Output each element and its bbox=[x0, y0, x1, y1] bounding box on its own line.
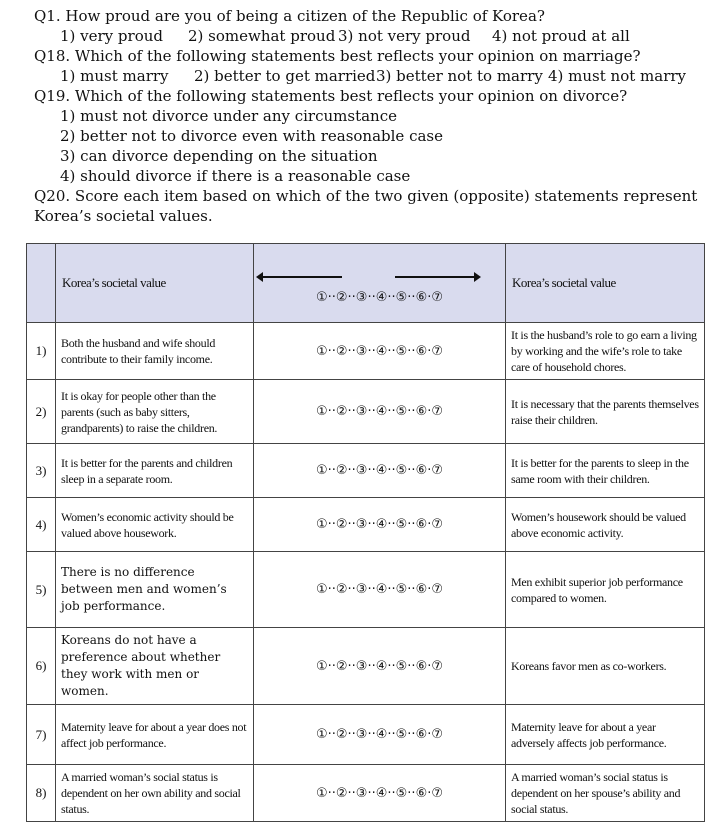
rating-scale[interactable]: ①··②··③··④··⑤··⑥·⑦ bbox=[254, 552, 506, 628]
q18-text: Q18. Which of the following statements best reflects your opinion on marriage? bbox=[34, 47, 641, 65]
left-header: Korea’s societal value bbox=[56, 244, 254, 323]
q18-option-4: 4) must not marry bbox=[548, 67, 687, 85]
q19-option-1: 1) must not divorce under any circumstance bbox=[60, 107, 397, 125]
table-header-row bbox=[27, 244, 705, 323]
table-row bbox=[27, 765, 705, 822]
questionnaire bbox=[34, 6, 697, 226]
header-scale-cell bbox=[254, 244, 506, 323]
right-statement: It is better for the parents to sleep in the same room with their children. bbox=[506, 444, 705, 498]
left-statement: Koreans do not have a preference about whether they work with men or women. bbox=[56, 628, 254, 705]
row-number: 5) bbox=[27, 552, 56, 628]
table-row bbox=[27, 380, 705, 444]
q1-options bbox=[34, 26, 697, 46]
q19-option-2: 2) better not to divorce even with reasonable case bbox=[60, 127, 443, 145]
right-statement: It is necessary that the parents themselves raise their children. bbox=[506, 380, 705, 444]
arrow-right-icon bbox=[395, 276, 475, 278]
left-statement: Both the husband and wife should contribute to their family income. bbox=[56, 323, 254, 380]
left-statement: Maternity leave for about a year does not affect job performance. bbox=[56, 705, 254, 765]
row-number: 7) bbox=[27, 705, 56, 765]
q1-option-2: 2) somewhat proud bbox=[188, 27, 336, 45]
q18-option-2: 2) better to get married bbox=[194, 67, 376, 85]
q1-option-1: 1) very proud bbox=[60, 27, 163, 45]
q18-option-3: 3) better not to marry bbox=[376, 67, 543, 85]
q20-text-line2: Korea’s societal values. bbox=[34, 207, 213, 225]
rating-scale[interactable]: ①··②··③··④··⑤··⑥·⑦ bbox=[254, 323, 506, 380]
table-row bbox=[27, 323, 705, 380]
q1-option-4: 4) not proud at all bbox=[492, 27, 630, 45]
rating-scale[interactable]: ①··②··③··④··⑤··⑥·⑦ bbox=[254, 444, 506, 498]
q20-text-line1: Q20. Score each item based on which of the two given (opposite) statements represent bbox=[34, 187, 698, 205]
table-row bbox=[27, 444, 705, 498]
rating-scale[interactable]: ①··②··③··④··⑤··⑥·⑦ bbox=[254, 628, 506, 705]
q19-option-4: 4) should divorce if there is a reasonable case bbox=[60, 167, 411, 185]
direction-arrows bbox=[254, 276, 505, 278]
row-number: 3) bbox=[27, 444, 56, 498]
right-statement: Men exhibit superior job performance compared to women. bbox=[506, 552, 705, 628]
q19-text: Q19. Which of the following statements best reflects your opinion on divorce? bbox=[34, 87, 628, 105]
q19-option-3: 3) can divorce depending on the situation bbox=[60, 147, 378, 165]
table-row bbox=[27, 498, 705, 552]
rating-scale[interactable]: ①··②··③··④··⑤··⑥·⑦ bbox=[254, 765, 506, 822]
right-statement: It is the husband’s role to go earn a living by working and the wife’s role to take care of household chores. bbox=[506, 323, 705, 380]
table-row bbox=[27, 552, 705, 628]
left-statement: There is no difference between men and women’s job performance. bbox=[56, 552, 254, 628]
q18-option-1: 1) must marry bbox=[60, 67, 169, 85]
left-statement: It is better for the parents and children sleep in a separate room. bbox=[56, 444, 254, 498]
row-number: 2) bbox=[27, 380, 56, 444]
arrow-left-icon bbox=[262, 276, 342, 278]
left-statement: It is okay for people other than the parents (such as baby sitters, grandparents) to raise the children. bbox=[56, 380, 254, 444]
row-number: 8) bbox=[27, 765, 56, 822]
row-number: 1) bbox=[27, 323, 56, 380]
row-number: 6) bbox=[27, 628, 56, 705]
q18-options bbox=[34, 66, 697, 86]
header-scale: ①··②··③··④··⑤··⑥·⑦ bbox=[315, 289, 444, 305]
left-statement: A married woman’s social status is dependent on her own ability and social status. bbox=[56, 765, 254, 822]
rating-scale[interactable]: ①··②··③··④··⑤··⑥·⑦ bbox=[254, 705, 506, 765]
q1-option-3: 3) not very proud bbox=[338, 27, 471, 45]
right-statement: Women’s housework should be valued above economic activity. bbox=[506, 498, 705, 552]
right-statement: A married woman’s social status is dependent on her spouse’s ability and social status. bbox=[506, 765, 705, 822]
header-num-cell bbox=[27, 244, 56, 323]
societal-values-table bbox=[26, 243, 705, 822]
right-statement: Maternity leave for about a year adversely affects job performance. bbox=[506, 705, 705, 765]
row-number: 4) bbox=[27, 498, 56, 552]
table-row bbox=[27, 705, 705, 765]
rating-scale[interactable]: ①··②··③··④··⑤··⑥·⑦ bbox=[254, 498, 506, 552]
right-header: Korea’s societal value bbox=[506, 244, 705, 323]
left-statement: Women’s economic activity should be valued above housework. bbox=[56, 498, 254, 552]
table-row bbox=[27, 628, 705, 705]
rating-scale[interactable]: ①··②··③··④··⑤··⑥·⑦ bbox=[254, 380, 506, 444]
q1-text: Q1. How proud are you of being a citizen of the Republic of Korea? bbox=[34, 7, 545, 25]
right-statement: Koreans favor men as co-workers. bbox=[506, 628, 705, 705]
